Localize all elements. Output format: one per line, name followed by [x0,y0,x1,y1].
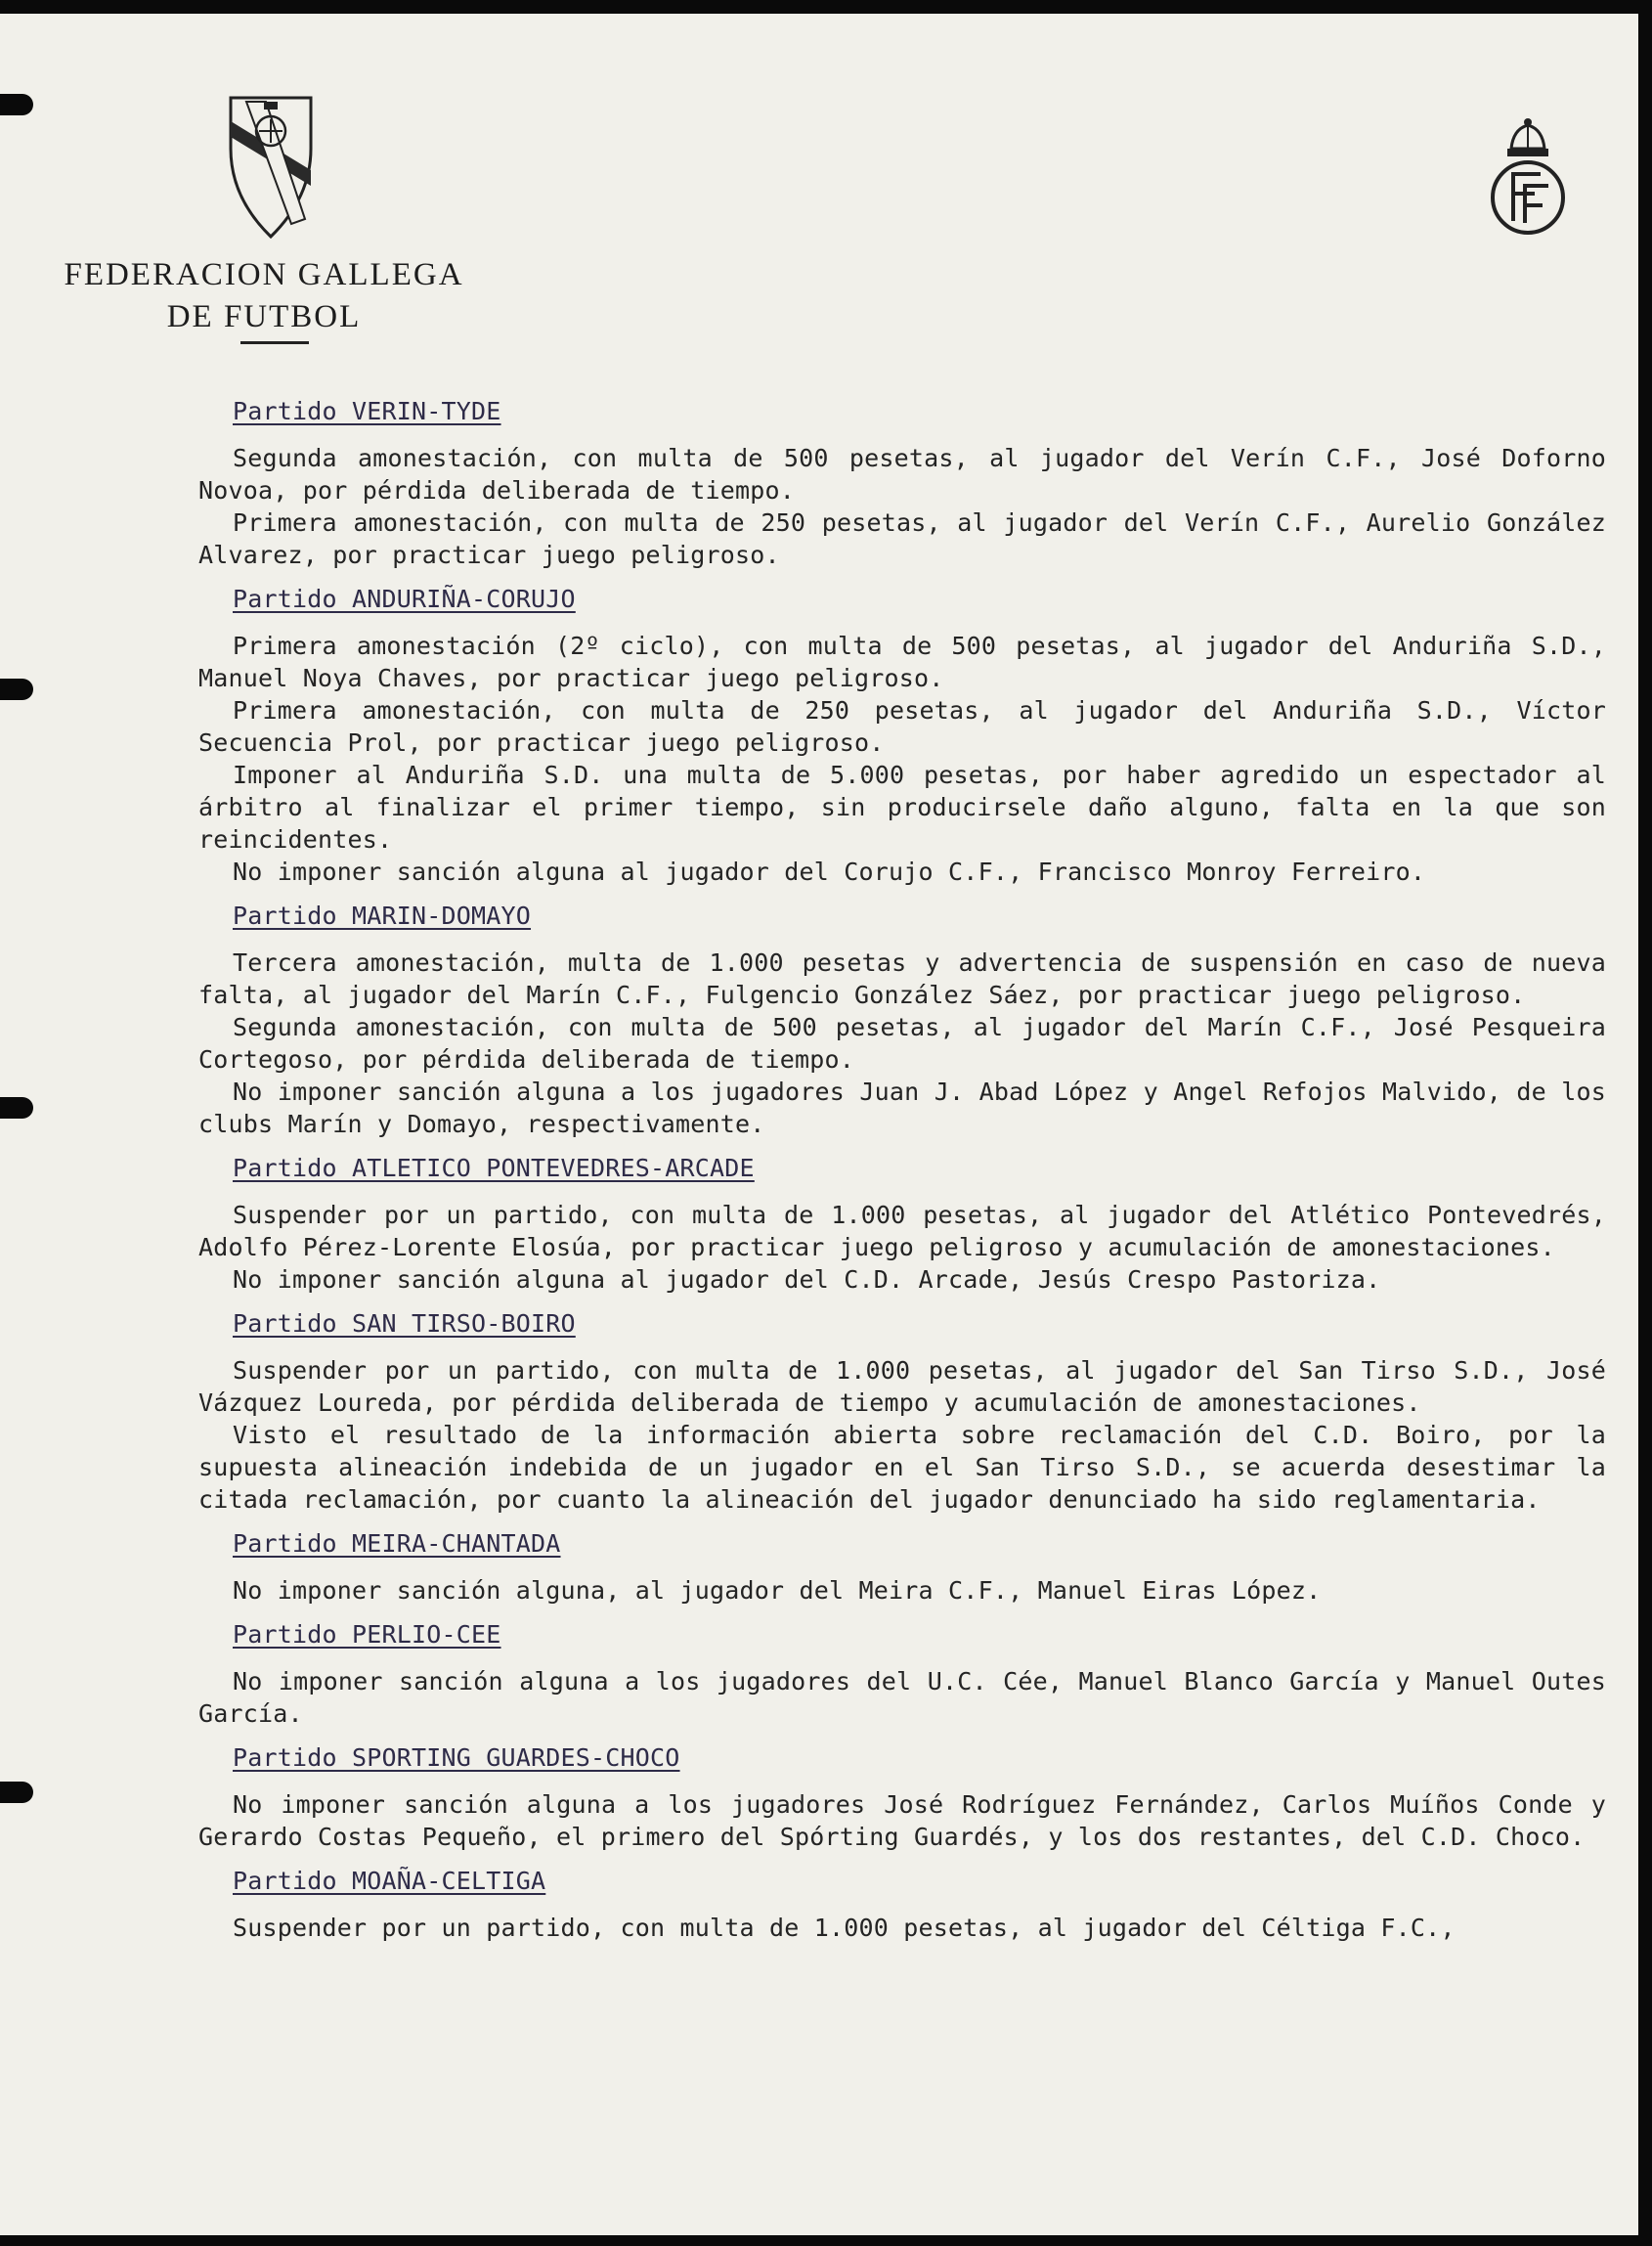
sanction-paragraph: Tercera amonestación, multa de 1.000 pesetas y advertencia de suspensión en caso de nueva falta, al jugador del Marín C.F., Fulgencio González Sáez, por practicar juego peligroso. [198,948,1606,1009]
match-heading: Partido MOAÑA-CELTIGA [233,1867,546,1895]
sanction-paragraph: No imponer sanción alguna al jugador del C.D. Arcade, Jesús Crespo Pastoriza. [233,1265,1381,1294]
document-body [198,395,1606,1944]
sanction-paragraph: Primera amonestación, con multa de 250 pesetas, al jugador del Anduriña S.D., Víctor Secuencia Prol, por practicar juego peligroso. [198,696,1606,757]
match-heading: Partido MARIN-DOMAYO [233,902,532,930]
sanction-paragraph: No imponer sanción alguna a los jugadores Juan J. Abad López y Angel Refojos Malvido, de los clubs Marín y Domayo, respectivamente. [198,1078,1606,1138]
sanction-paragraph: No imponer sanción alguna al jugador del Corujo C.F., Francisco Monroy Ferreiro. [233,858,1426,886]
sanction-paragraph: Primera amonestación, con multa de 250 pesetas, al jugador del Verín C.F., Aurelio González Alvarez, por practicar juego peligroso. [198,508,1606,569]
sanction-paragraph: Suspender por un partido, con multa de 1.000 pesetas, al jugador del Atlético Pontevedrés, Adolfo Pérez-Lorente Elosúa, por practicar juego peligroso y acumulación de amonestaciones. [198,1201,1606,1261]
sanction-paragraph: No imponer sanción alguna, al jugador del Meira C.F., Manuel Eiras López. [233,1576,1322,1605]
match-heading: Partido ATLETICO PONTEVEDRES-ARCADE [233,1154,755,1182]
punch-hole [0,1097,33,1119]
sanction-paragraph: No imponer sanción alguna a los jugadores José Rodríguez Fernández, Carlos Muíños Conde y Gerardo Costas Pequeño, el primero del Spórting Guardés, y los dos restantes, del C.D. Choco. [198,1790,1606,1851]
match-heading: Partido MEIRA-CHANTADA [233,1529,561,1558]
document-page [0,14,1638,2235]
match-heading: Partido PERLIO-CEE [233,1620,501,1649]
punch-hole [0,1782,33,1803]
sanction-paragraph: Primera amonestación (2º ciclo), con multa de 500 pesetas, al jugador del Anduriña S.D., Manuel Noya Chaves, por practicar juego peligroso. [198,632,1606,692]
sanction-paragraph: Suspender por un partido, con multa de 1.000 pesetas, al jugador del San Tirso S.D., José Vázquez Loureda, por pérdida deliberada de tiempo y acumulación de amonestaciones. [198,1356,1606,1417]
punch-hole [0,94,33,115]
spanish-federation-crest-logo [1484,115,1572,242]
federation-name-line2: DE FUTBOL [166,299,362,334]
match-heading: Partido SAN TIRSO-BOIRO [233,1309,576,1338]
galician-federation-shield-logo [227,92,315,239]
match-heading: Partido VERIN-TYDE [233,397,501,425]
sanction-paragraph: Suspender por un partido, con multa de 1.000 pesetas, al jugador del Céltiga F.C., [233,1914,1456,1942]
match-heading: Partido SPORTING GUARDES-CHOCO [233,1743,680,1772]
federation-name [59,254,469,338]
sanction-paragraph: Segunda amonestación, con multa de 500 pesetas, al jugador del Verín C.F., José Doforno Novoa, por pérdida deliberada de tiempo. [198,444,1606,505]
punch-hole [0,679,33,700]
header-divider [240,341,309,344]
sanction-paragraph: Visto el resultado de la información abierta sobre reclamación del C.D. Boiro, por la supuesta alineación indebida de un jugador en el San Tirso S.D., se acuerda desestimar la citada reclamación, por cuanto la alineación del jugador denunciado ha sido reglamentaria. [198,1421,1606,1514]
match-heading: Partido ANDURIÑA-CORUJO [233,585,576,613]
sanction-paragraph: Segunda amonestación, con multa de 500 pesetas, al jugador del Marín C.F., José Pesqueira Cortegoso, por pérdida deliberada de tiempo. [198,1013,1606,1074]
sanction-paragraph: Imponer al Anduriña S.D. una multa de 5.000 pesetas, por haber agredido un espectador al árbitro al finalizar el primer tiempo, sin producirsele daño alguno, falta en la que son reincidentes. [198,761,1606,854]
sanction-paragraph: No imponer sanción alguna a los jugadores del U.C. Cée, Manuel Blanco García y Manuel Outes García. [198,1667,1606,1728]
federation-name-line1: FEDERACION GALLEGA [64,257,464,292]
